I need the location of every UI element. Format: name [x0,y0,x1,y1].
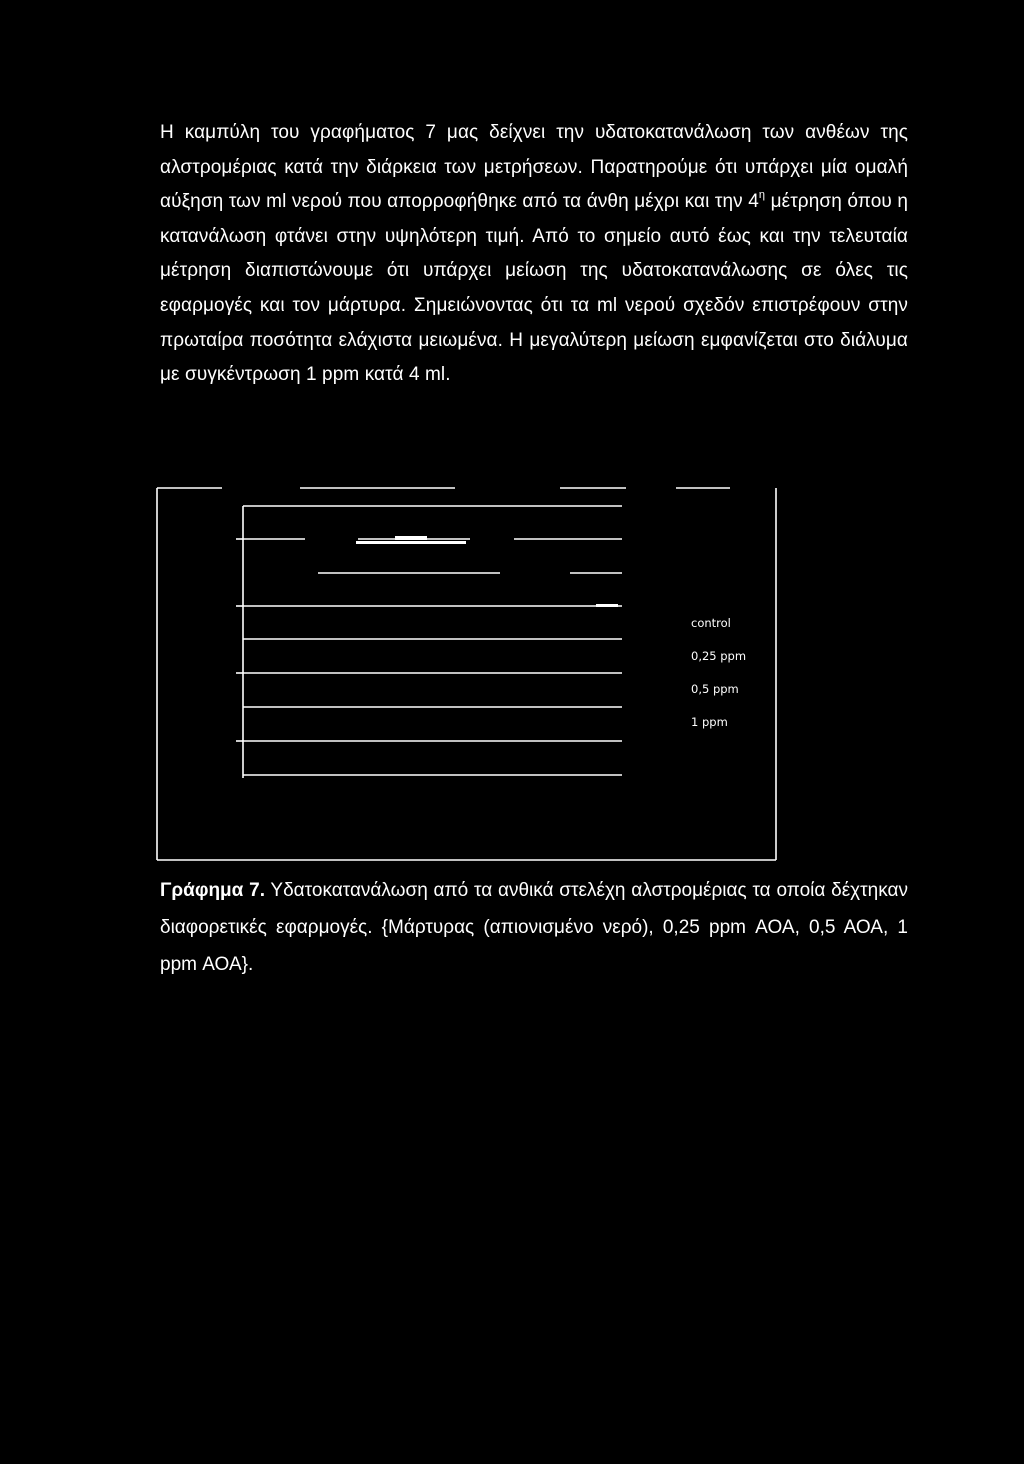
paragraph-text-part2: μέτρηση όπου η κατανάλωση φτάνει στην υψηλότερη τιμή. Από το σημείο αυτό έως και την τελευταία μέτρηση διαπιστώνουμε ότι υπάρχει μείωση της υδατοκατανάλωσης σε όλες τις εφαρμογές και τον μάρτυρα. Σημειώνοντας ότι τα ml νερού σχεδόν επιστρέφουν στην πρωταίρα ποσότητα ελάχιστα μειωμένα. Η μεγαλύτερη μείωση εμφανίζεται στο διάλυμα με συγκέντρωση 1 ppm κατά 4 ml. [160,191,908,386]
figure-caption [160,872,908,983]
paragraph-text-part1: Η καμπύλη του γραφήματος 7 μας δείχνει την υδατοκατανάλωση των ανθέων της αλστρομέριας κατά την διάρκεια των μετρήσεων. Παρατηρούμε ότι υπάρχει μία ομαλή αύξηση των ml νερού που απορροφήθηκε από τα άνθη μέχρι και την 4 [160,122,908,213]
legend-item-0-25-ppm: 0,25 ppm [691,649,747,663]
data-curve-fragment [596,604,618,607]
data-curve-fragment [395,536,427,540]
caption-text: Υδατοκατανάλωση από τα ανθικά στελέχη αλστρομέριας τα οποία δέχτηκαν διαφορετικές εφαρμογές. {Μάρτυρας (απιονισμένο νερό), 0,25 ppm ΑΟΑ, 0,5 ΑΟΑ, 1 ppm ΑΟΑ}. [160,880,908,975]
legend-item-1-ppm: 1 ppm [691,715,728,729]
data-curve-fragment [356,541,466,544]
body-paragraph [160,116,908,393]
caption-label: Γράφημα 7. [160,880,265,901]
legend-item-0-5-ppm: 0,5 ppm [691,682,739,696]
ordinal-superscript: η [758,189,766,202]
legend-item-control: control [691,616,731,630]
